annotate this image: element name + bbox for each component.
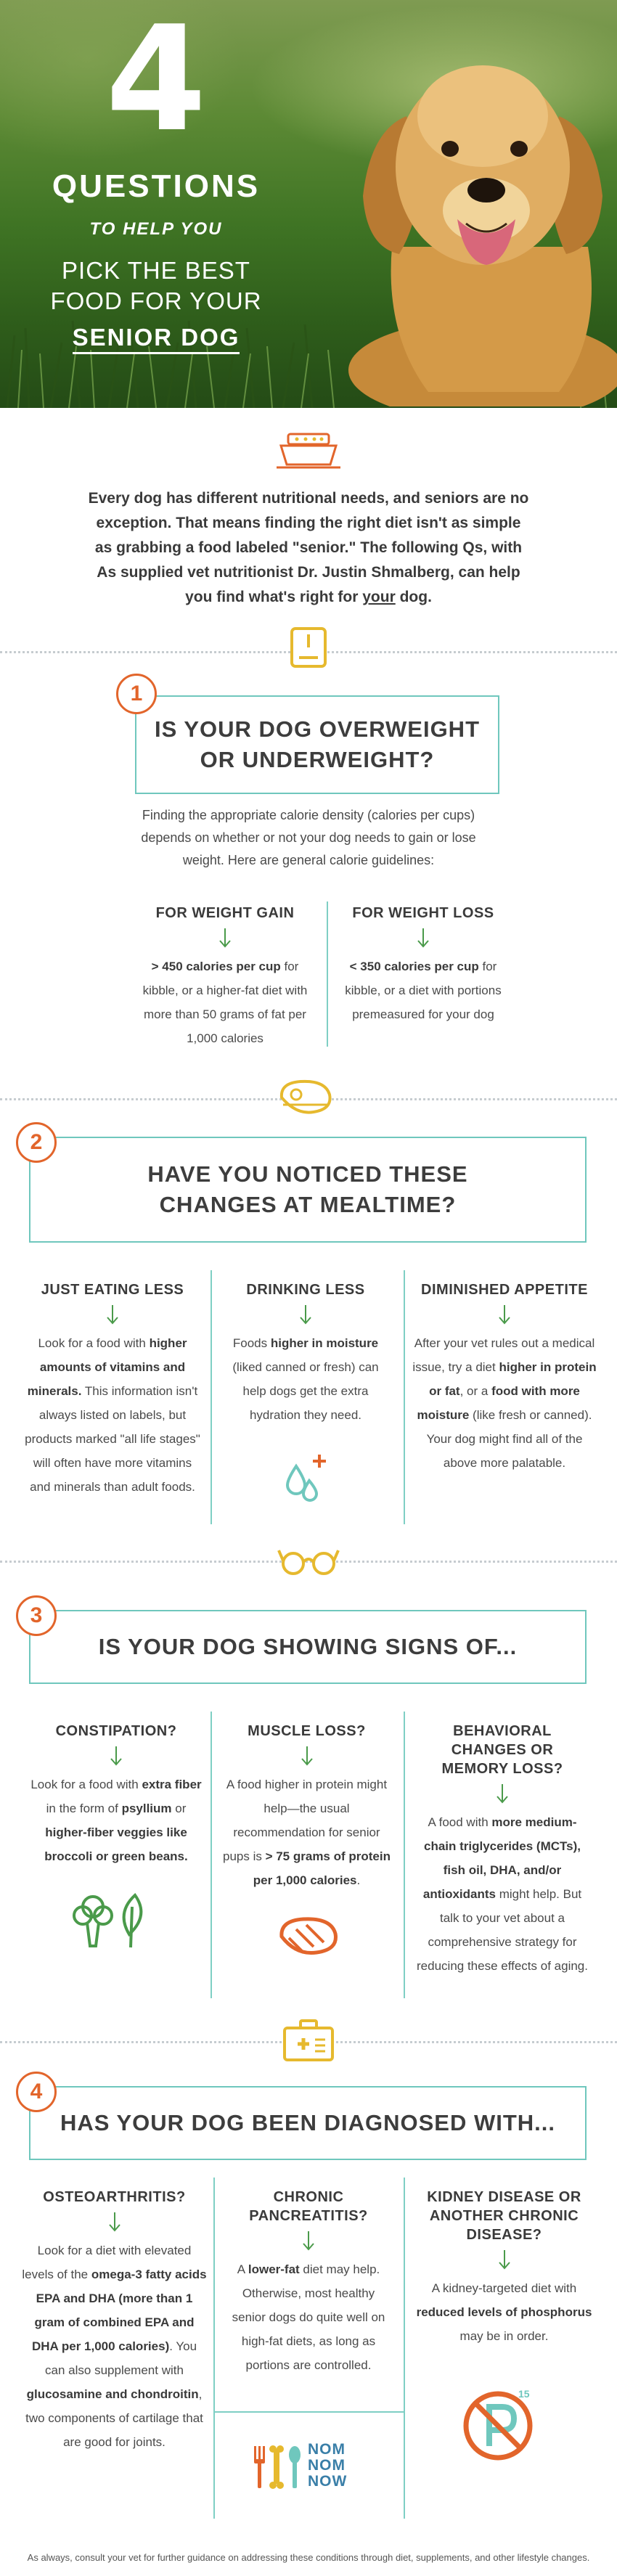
hero-senior-dog [0, 324, 312, 351]
behavioral-heading-2: CHANGES OR [451, 1742, 554, 1758]
kidney-bold: reduced levels of phosphorus [416, 2305, 592, 2319]
footer-disclaimer: As always, consult your vet for further guidance on addressing these conditions through diet, supplements, and other lifestyle changes. [27, 2552, 590, 2563]
appetite-text-3: (like fresh or canned). Your dog might find all of the above more palatable. [426, 1408, 592, 1470]
behavioral-column [415, 1722, 589, 1978]
appetite-text-2: , or a [459, 1384, 492, 1398]
question-2-line1: HAVE YOU NOTICED THESE [147, 1161, 468, 1187]
muscle-loss-text-2: . [356, 1873, 361, 1887]
column-divider [404, 1270, 405, 1524]
weight-gain-heading: FOR WEIGHT GAIN [155, 905, 295, 921]
arrow-down-icon [107, 2211, 122, 2233]
phosphorus-number: 15 [518, 2388, 530, 2400]
question-1-line2: OR UNDERWEIGHT? [200, 747, 435, 772]
kidney-heading-3: DISEASE? [466, 2227, 542, 2243]
arrow-down-icon [416, 927, 430, 949]
hero-banner [0, 0, 617, 408]
weight-gain-bold: > 450 calories per cup [151, 960, 281, 973]
steak-icon [276, 1915, 341, 1957]
arrow-down-icon [105, 1304, 120, 1325]
drinking-less-text-2: (liked canned or fresh) can help dogs get the extra hydration they need. [232, 1360, 379, 1422]
question-4-text: HAS YOUR DOG BEEN DIAGNOSED WITH... [60, 2110, 556, 2135]
behavioral-text-2: might help. But talk to your vet about a comprehensive strategy for reducing these effects of aging. [417, 1887, 588, 1973]
intro-text: Every dog has different nutritional needs, and seniors are no exception. That means finding the right diet isn't as simple as grabbing a food labeled "senior." The following Qs, with As supplied vet nutritionist Dr. Justin Shmalberg, can help you find what's right for [88, 490, 529, 605]
question-1-box [135, 695, 499, 794]
question-3-text: IS YOUR DOG SHOWING SIGNS OF... [98, 1634, 518, 1659]
eating-less-heading: JUST EATING LESS [41, 1282, 184, 1298]
intro-end: dog. [395, 589, 432, 605]
weight-loss-heading: FOR WEIGHT LOSS [352, 905, 494, 921]
constipation-text-3: or [171, 1802, 187, 1815]
behavioral-heading [415, 1722, 589, 1778]
section-1-number: 1 [116, 674, 157, 714]
arrow-down-icon [109, 1745, 123, 1767]
section-2-number: 2 [16, 1122, 57, 1163]
steak-icon [274, 1077, 335, 1118]
eyeglasses-icon [277, 1546, 340, 1577]
weight-loss-bold: < 350 calories per cup [349, 960, 479, 973]
kidney-text: A kidney-targeted diet with [431, 2281, 577, 2295]
logo-divider [213, 2411, 404, 2413]
fork-bone-spoon-icon [251, 2445, 303, 2490]
hero-questions: QUESTIONS [52, 168, 261, 204]
eating-less-text: Look for a food with [38, 1336, 150, 1350]
drinking-less-bold: higher in moisture [270, 1336, 379, 1350]
constipation-bold: extra fiber [142, 1778, 202, 1791]
hero-number: 4 [105, 0, 207, 164]
weight-loss-column [340, 904, 507, 1026]
osteoarthritis-heading: OSTEOARTHRITIS? [43, 2189, 186, 2205]
constipation-bold-3: higher-fiber veggies like broccoli or green beans. [44, 1825, 188, 1863]
hero-senior-text: SENIOR DOG [73, 324, 240, 354]
osteo-text-2: . You can also supplement with [45, 2339, 197, 2377]
arrow-down-icon [298, 1304, 313, 1325]
golden-retriever-image [341, 29, 617, 406]
hero-subtitle [0, 255, 312, 316]
scale-icon [289, 626, 328, 669]
pancreatitis-heading-2: PANCREATITIS? [249, 2208, 368, 2224]
first-aid-kit-icon [282, 2018, 335, 2063]
logo-line-1: NOM [308, 2441, 346, 2458]
water-drops-icon [282, 1452, 330, 1507]
drinking-less-heading: DRINKING LESS [246, 1282, 365, 1298]
constipation-bold-2: psyllium [121, 1802, 172, 1815]
behavioral-heading-3: MEMORY LOSS? [441, 1761, 563, 1777]
appetite-bold: higher in protein or fat [429, 1360, 597, 1398]
kidney-heading-2: ANOTHER CHRONIC [429, 2208, 579, 2224]
kidney-column [415, 2188, 593, 2348]
constipation-column [29, 1722, 203, 1868]
arrow-down-icon [300, 1745, 314, 1767]
vegetables-icon [64, 1891, 158, 1949]
logo-line-2: NOM [308, 2457, 346, 2474]
arrow-down-icon [497, 2249, 512, 2270]
eating-less-column [22, 1280, 203, 1499]
muscle-loss-heading: MUSCLE LOSS? [248, 1723, 366, 1739]
no-phosphorus-icon [462, 2387, 539, 2462]
osteo-text: Look for a diet with elevated levels of the [22, 2244, 192, 2281]
question-2-line2: CHANGES AT MEALTIME? [159, 1192, 457, 1217]
food-bowl-icon [275, 433, 342, 470]
column-divider [211, 1712, 212, 1998]
weight-loss-text: for kibble, or a diet with portions premeasured for your dog [345, 960, 502, 1021]
arrow-down-icon [495, 1783, 510, 1804]
column-divider [404, 1712, 405, 1998]
section-1-description: Finding the appropriate calorie density (calories per cups) depends on whether or not your dog needs to gain or lose weight. Here are general calorie guidelines: [141, 808, 476, 867]
kidney-heading-1: KIDNEY DISEASE OR [427, 2189, 581, 2205]
column-divider [404, 2178, 405, 2519]
drinking-less-column [221, 1280, 390, 1427]
osteo-text-3: , two components of cartilage that are good for joints. [25, 2387, 203, 2449]
behavioral-heading-1: BEHAVIORAL [453, 1723, 552, 1739]
kidney-heading [415, 2188, 593, 2244]
logo-text [308, 2442, 347, 2490]
question-1-line1: IS YOUR DOG OVERWEIGHT [154, 716, 481, 742]
hero-to-help: TO HELP YOU [89, 219, 223, 239]
arrow-down-icon [497, 1304, 512, 1325]
hero-pick-line2: FOOD FOR YOUR [50, 287, 262, 314]
pancreatitis-heading [225, 2188, 392, 2225]
behavioral-bold: more medium-chain triglycerides (MCTs), fish oil, DHA, and/or antioxidants [422, 1815, 581, 1901]
osteo-bold: omega-3 fatty acids EPA and DHA (more than 1 gram of combined EPA and DHA per 1,000 calories) [31, 2268, 207, 2353]
eating-less-text-2: This information isn't always listed on labels, but products marked "all life stages" will often have more vitamins and minerals than adult foods. [25, 1384, 200, 1494]
osteo-bold-2: glucosamine and chondroitin [26, 2387, 199, 2401]
weight-gain-text: for kibble, or a higher-fat diet with more than 50 grams of fat per 1,000 calories [142, 960, 308, 1045]
section-3-number: 3 [16, 1595, 57, 1636]
arrow-down-icon [301, 2230, 316, 2252]
osteoarthritis-column [22, 2188, 207, 2454]
column-divider [211, 1270, 212, 1524]
pancreatitis-text: A [237, 2262, 248, 2276]
muscle-loss-column [221, 1722, 392, 1892]
kidney-text-2: may be in order. [459, 2329, 549, 2343]
appetite-bold-2: food with more moisture [417, 1384, 580, 1422]
diminished-appetite-heading: DIMINISHED APPETITE [421, 1282, 588, 1298]
column-divider [213, 2178, 215, 2519]
nom-nom-now-logo [251, 2442, 367, 2493]
constipation-text: Look for a food with [30, 1778, 142, 1791]
constipation-text-2: in the form of [46, 1802, 122, 1815]
muscle-loss-bold: > 75 grams of protein per 1,000 calories [253, 1849, 391, 1887]
section-4-number: 4 [16, 2072, 57, 2112]
drinking-less-text: Foods [232, 1336, 271, 1350]
pancreatitis-bold: lower-fat [248, 2262, 300, 2276]
diminished-appetite-column [410, 1280, 599, 1475]
question-2-box [29, 1137, 587, 1243]
weight-gain-column [138, 904, 312, 1050]
appetite-text: After your vet rules out a medical issue, try a diet [412, 1336, 595, 1374]
logo-line-3: NOW [308, 2473, 348, 2490]
question-4-box [29, 2086, 587, 2160]
intro-your: your [362, 589, 396, 605]
behavioral-text: A food with [428, 1815, 492, 1829]
arrow-down-icon [218, 927, 232, 949]
eating-less-bold: higher amounts of vitamins and minerals. [27, 1336, 187, 1398]
intro-paragraph [87, 486, 530, 610]
constipation-heading: CONSTIPATION? [55, 1723, 177, 1739]
pancreatitis-heading-1: CHRONIC [273, 2189, 344, 2205]
column-divider [327, 901, 328, 1047]
muscle-loss-text: A food higher in protein might help—the usual recommendation for senior pups is [222, 1778, 388, 1863]
pancreatitis-column [225, 2188, 392, 2377]
hero-pick-line1: PICK THE BEST [62, 257, 250, 284]
pancreatitis-text-2: diet may help. Otherwise, most healthy senior dogs do quite well on high-fat diets, as long as portions are controlled. [232, 2262, 385, 2372]
question-3-box [29, 1610, 587, 1684]
